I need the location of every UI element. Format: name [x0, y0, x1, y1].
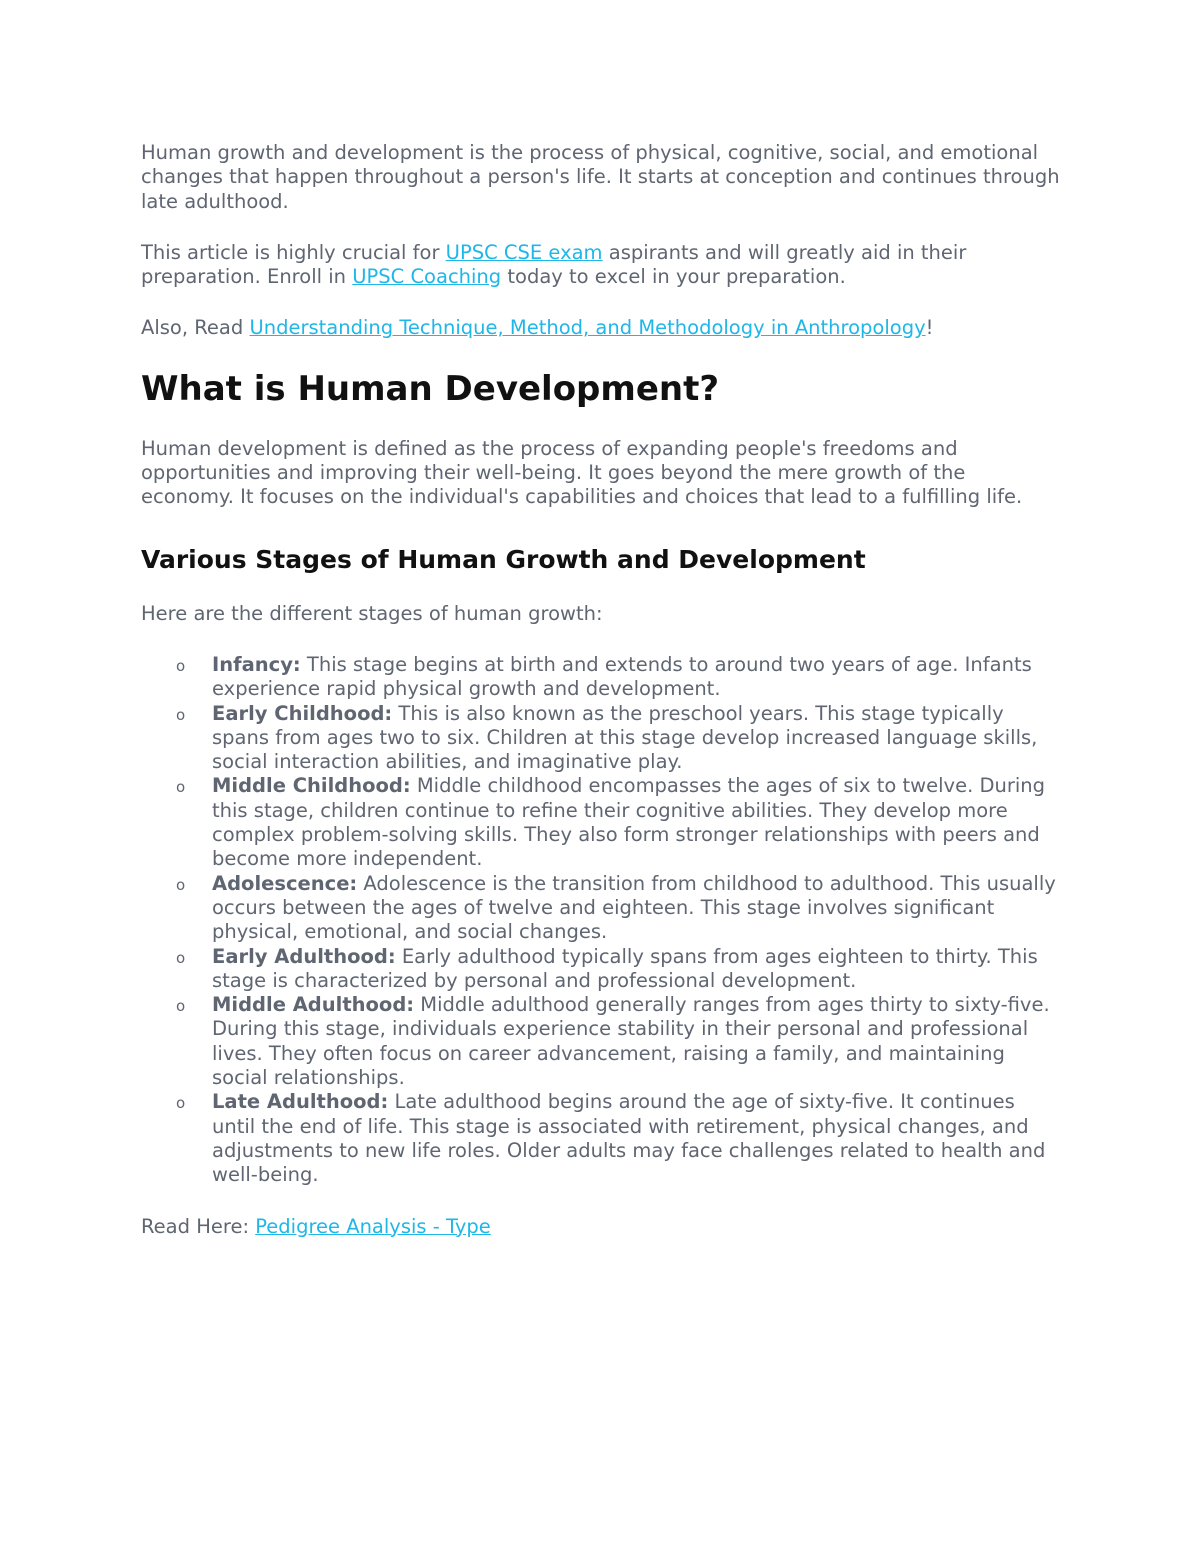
- stages-intro: Here are the different stages of human growth:: [141, 601, 603, 625]
- stage-text: Middle childhood encompasses the ages of six to twelve. During this stage, children continue to refine their cognitive abilities. They develop more complex problem-solving skills. They also form stronger relationships with peers and become more independent.: [212, 774, 1046, 871]
- stage-text: This stage begins at birth and extends to around two years of age. Infants experience rapid physical growth and development.: [212, 652, 1032, 701]
- list-item: [176, 944, 1061, 994]
- exam-text-mid: aspirants and will greatly aid in their preparation. Enroll in: [141, 240, 967, 289]
- list-item: [176, 701, 1061, 775]
- stages-list: [141, 653, 1061, 1188]
- stage-text: Middle adulthood generally ranges from ages thirty to sixty-five. During this stage, individuals experience stability in their personal and professional lives. They often focus on career advancement, raising a family, and maintaining social relationships.: [212, 993, 1050, 1090]
- stage-term: Infancy:: [212, 652, 301, 676]
- stage-text: Early adulthood typically spans from ages eighteen to thirty. This stage is characterized by personal and professional development.: [212, 944, 1038, 992]
- also-read-paragraph: [141, 316, 1061, 340]
- read-here-pre: Read Here:: [141, 1214, 256, 1238]
- list-item: [176, 993, 1061, 1090]
- stage-term: Early Adulthood:: [212, 944, 396, 968]
- human-development-paragraph: Human development is defined as the process of expanding people's freedoms and opportunities and improving their well-being. It goes beyond the mere growth of the economy. It focuses on the individual's capabilities and choices that lead to a fulfilling life.: [141, 436, 1023, 509]
- also-read-post: !: [925, 316, 934, 340]
- bullet-icon: o: [176, 1094, 186, 1113]
- read-here-paragraph: [141, 1215, 1061, 1239]
- list-item: [176, 871, 1061, 945]
- main-heading: What is Human Development?: [141, 368, 720, 409]
- bullet-icon: o: [176, 705, 186, 724]
- stage-term: Adolescence:: [212, 871, 358, 895]
- bullet-icon: o: [176, 875, 186, 894]
- stage-term: Late Adulthood:: [212, 1090, 389, 1114]
- stage-text: This is also known as the preschool years. This stage typically spans from ages two to six. Children at this stage develop increased language skills, social interaction abilities, and imaginative play.: [212, 701, 1038, 774]
- also-read-pre: Also, Read: [141, 316, 250, 340]
- stage-text: Adolescence is the transition from childhood to adulthood. This usually occurs between the ages of twelve and eighteen. This stage involves significant physical, emotional, and social changes.: [212, 871, 1056, 944]
- intro-paragraph: Human growth and development is the process of physical, cognitive, social, and emotional changes that happen throughout a person's life. It starts at conception and continues through late adulthood.: [141, 141, 1060, 213]
- anthropology-article-link[interactable]: Understanding Technique, Method, and Methodology in Anthropology: [249, 316, 926, 340]
- bullet-icon: o: [176, 997, 186, 1016]
- exam-paragraph: [141, 241, 1061, 290]
- document-page: [141, 141, 1061, 1239]
- list-item: [176, 774, 1061, 871]
- list-item: [176, 1090, 1061, 1187]
- bullet-icon: o: [176, 656, 186, 675]
- stage-term: Middle Childhood:: [212, 774, 411, 798]
- exam-text-pre: This article is highly crucial for: [141, 240, 446, 264]
- bullet-icon: o: [176, 778, 186, 797]
- pedigree-analysis-link[interactable]: Pedigree Analysis - Type: [255, 1214, 491, 1238]
- stage-term: Middle Adulthood:: [212, 993, 415, 1017]
- list-item: [176, 652, 1061, 702]
- stage-text: Late adulthood begins around the age of sixty-five. It continues until the end of life. This stage is associated with retirement, physical changes, and adjustments to new life roles. Older adults may face challenges related to health and well-being.: [212, 1090, 1046, 1187]
- stages-heading: Various Stages of Human Growth and Development: [141, 544, 866, 574]
- upsc-coaching-link[interactable]: UPSC Coaching: [352, 265, 502, 289]
- upsc-cse-exam-link[interactable]: UPSC CSE exam: [445, 240, 603, 264]
- exam-text-post: today to excel in your preparation.: [501, 265, 846, 289]
- stage-term: Early Childhood:: [212, 701, 393, 725]
- bullet-icon: o: [176, 948, 186, 967]
